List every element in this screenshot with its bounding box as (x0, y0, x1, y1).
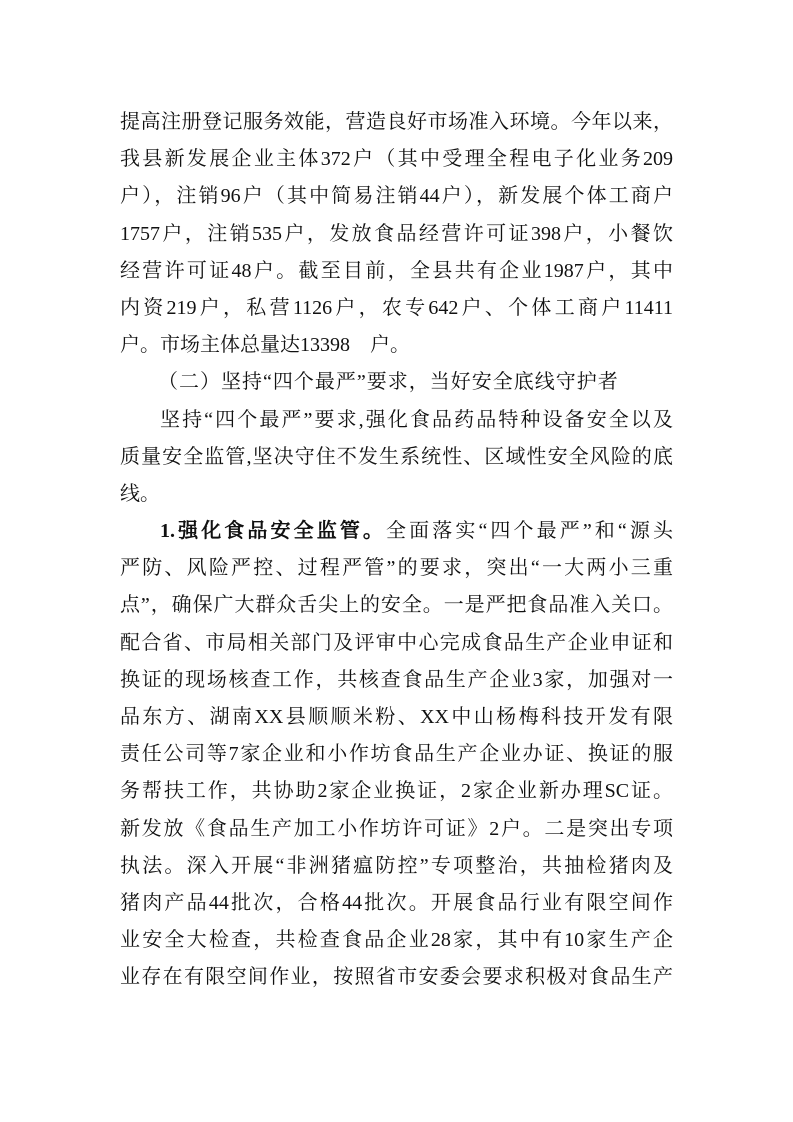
text-line: 1757户，注销535户，发放食品经营许可证398户，小餐饮 (120, 222, 673, 245)
text-line: 务帮扶工作，共协助2家企业换证，2家企业新办理SC证。 (120, 780, 673, 803)
text-line: 新发放《食品生产加工小作坊许可证》2户。二是突出专项 (120, 817, 673, 840)
text-line: 我县新发展企业主体372户（其中受理全程电子化业务209 (120, 148, 673, 171)
text-line: 线。 (120, 482, 160, 505)
text-line: 户。市场主体总量达13398 户。 (120, 334, 410, 357)
text-line: 户），注销96户（其中简易注销44户），新发展个体工商户 (120, 185, 673, 208)
subsection-title: 1.强化食品安全监管。 (160, 520, 387, 543)
text-line: 猪肉产品44批次，合格44批次。开展食品行业有限空间作 (120, 891, 673, 914)
text-line: 责任公司等7家企业和小作坊食品生产企业办证、换证的服 (120, 743, 673, 766)
text-line: 质量安全监管,坚决守住不发生系统性、区域性安全风险的底 (120, 445, 673, 468)
section-heading: （二）坚持“四个最严”要求，当好安全底线守护者 (158, 371, 619, 394)
text-line: 严防、风险严控、过程严管”的要求，突出“一大两小三重 (120, 557, 673, 580)
text-line: 点”，确保广大群众舌尖上的安全。一是严把食品准入关口。 (120, 594, 673, 617)
text-line (120, 513, 673, 550)
text-line: 经营许可证48户。截至目前，全县共有企业1987户，其中 (120, 259, 673, 282)
text-line: 执法。深入开展“非洲猪瘟防控”专项整治，共抽检猪肉及 (120, 854, 673, 877)
text-line: 品东方、湖南XX县顺顺米粉、XX中山杨梅科技开发有限 (120, 706, 673, 728)
text-line: 业安全大检查，共检查食品企业28家，其中有10家生产企 (120, 929, 673, 952)
text-line: 配合省、市局相关部门及评审中心完成食品生产企业申证和 (120, 631, 673, 654)
text-line: 换证的现场核查工作，共核查食品生产企业3家，加强对一 (120, 668, 673, 691)
document-page (120, 104, 673, 997)
text-line: 内资219户，私营1126户，农专642户、个体工商户11411 (120, 296, 673, 319)
text-fragment: 全面落实“四个最严”和“源头 (386, 520, 673, 543)
text-line: 提高注册登记服务效能，营造良好市场准入环境。今年以来， (120, 111, 673, 133)
text-line: 坚持“四个最严”要求,强化食品药品特种设备安全以及 (160, 408, 673, 431)
text-line: 业存在有限空间作业，按照省市安委会要求积极对食品生产 (120, 966, 673, 989)
